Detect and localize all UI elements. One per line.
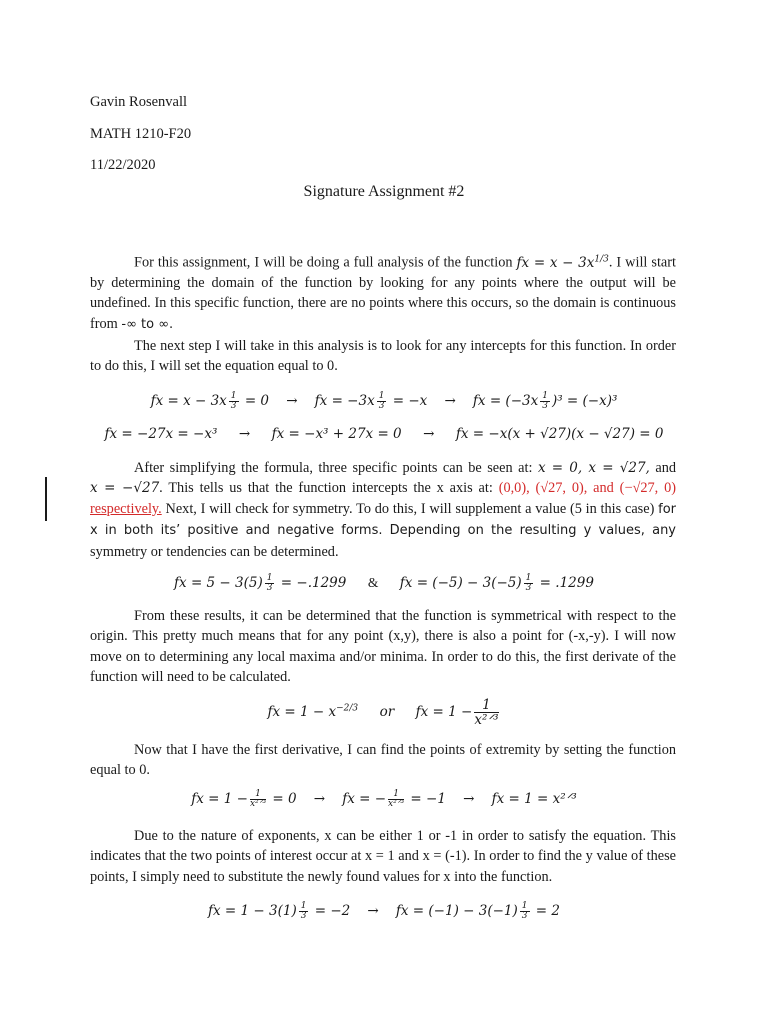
equation-row-derivative: fx = $1 - x^{-2/3}$ or fx = 1 − $\frac{1}{\text{x²ᐟ³}}$	[267, 697, 499, 728]
paragraph-roots: After simplifying the formula, three specific points can be seen at: x = 0, x = √27, and x = −√27. This tells us that the function intercepts the x axis at: (0,0), (√27, 0), and (−√27, 0) respectively. Next, I will check for symmetry. To do this, I will supplement a value (5 in this case) for x in both its’ positive and negative forms. Depending on the resulting y values, any symmetry or tendencies can be determined.	[90, 460, 676, 560]
paragraph-text-sans: for x in both its’ positive and negative forms. Depending on the resulting y values, any	[90, 501, 676, 539]
author-name: Gavin Rosenvall	[90, 94, 188, 110]
roots-formula: x = 0, x = √27,	[537, 460, 650, 476]
equation-row-5: fx = 1 − $\frac{1}{\text{x²ᐟ³}}$ = 0 → fx = − $\frac{1}{\text{x²ᐟ³}}$ = −1 → fx = 1 = x²ᐟ³	[191, 789, 577, 809]
equation-row-2: fx = −27x = −x³ → fx = −x³ + 27x = 0 → fx = −x(x + √27)(x − √27) = 0	[104, 426, 664, 442]
page-title: Signature Assignment #2	[303, 183, 465, 200]
document-date: 11/22/2020	[90, 157, 156, 173]
negative-root-formula: x = −√27	[90, 480, 160, 497]
paragraph-substitution	[90, 826, 676, 887]
equation-row-6: fx = 1 − 3(1) $\frac{1}{3}$ = −2 → fx = (−1) − 3(−1) $\frac{1}{3}$ = 2	[208, 901, 560, 921]
function-formula: fx = $x - 3x^{1/3}$	[516, 254, 609, 271]
paragraph-text: Now that I have the first derivative, I can find the points of extremity by setting the function equal to 0.	[90, 742, 676, 779]
course-code: MATH 1210-F20	[90, 126, 192, 142]
text-cursor-bar	[45, 477, 47, 521]
paragraph-extrema	[90, 740, 676, 781]
paragraph-text: The next step I will take in this analysis is to look for any intercepts for this function. In order to do this, I will set the equation equal to 0.	[90, 338, 676, 375]
paragraph-symmetry	[90, 606, 676, 688]
respectively-annotation: respectively.	[90, 500, 162, 517]
paragraph-intro	[90, 249, 676, 335]
paragraph-text: Due to the nature of exponents, x can be either 1 or -1 in order to satisfy the equation. This indicates that the two points of interest occur at x = 1 and x = (-1). In order to find the y value of these points, I simply need to substitute the newly found values for x into the function.	[90, 828, 676, 885]
intercepts-annotation: (0,0), (√27, 0), and (−√27, 0)	[498, 480, 676, 497]
paragraph-intercepts	[90, 336, 676, 377]
paragraph-text: . I will start by determining the domain of the function by looking for any points where the output will be undefined. In this specific function, there are no points where this occurs, so the domain is continuous from	[90, 254, 676, 332]
equation-row-1: fx = x − 3x $\frac{1}{3}$ = 0 → fx = −3x $\frac{1}{3}$ = −x → fx = (−3x $\frac{1}{3}$ )³ = (−x)³	[150, 391, 618, 411]
domain-range-text: -∞ to ∞.	[121, 316, 174, 332]
paragraph-text: From these results, it can be determined that the function is symmetrical with respect to the origin. This pretty much means that for any point (x,y), there is also a point for (-x,-y). I will now move on to determining any local maxima and/or minima. In order to do this, the first derivate of the function will need to be calculated.	[90, 608, 676, 686]
paragraph-text: For this assignment, I will be doing a full analysis of the function	[134, 254, 517, 271]
equation-row-3: fx = 5 − 3(5) $\frac{1}{3}$ = −.1299 & fx = (−5) − 3(−5) $\frac{1}{3}$ = .1299	[174, 573, 594, 593]
paragraph-text: After simplifying the formula, three specific points can be seen at:	[134, 460, 538, 476]
